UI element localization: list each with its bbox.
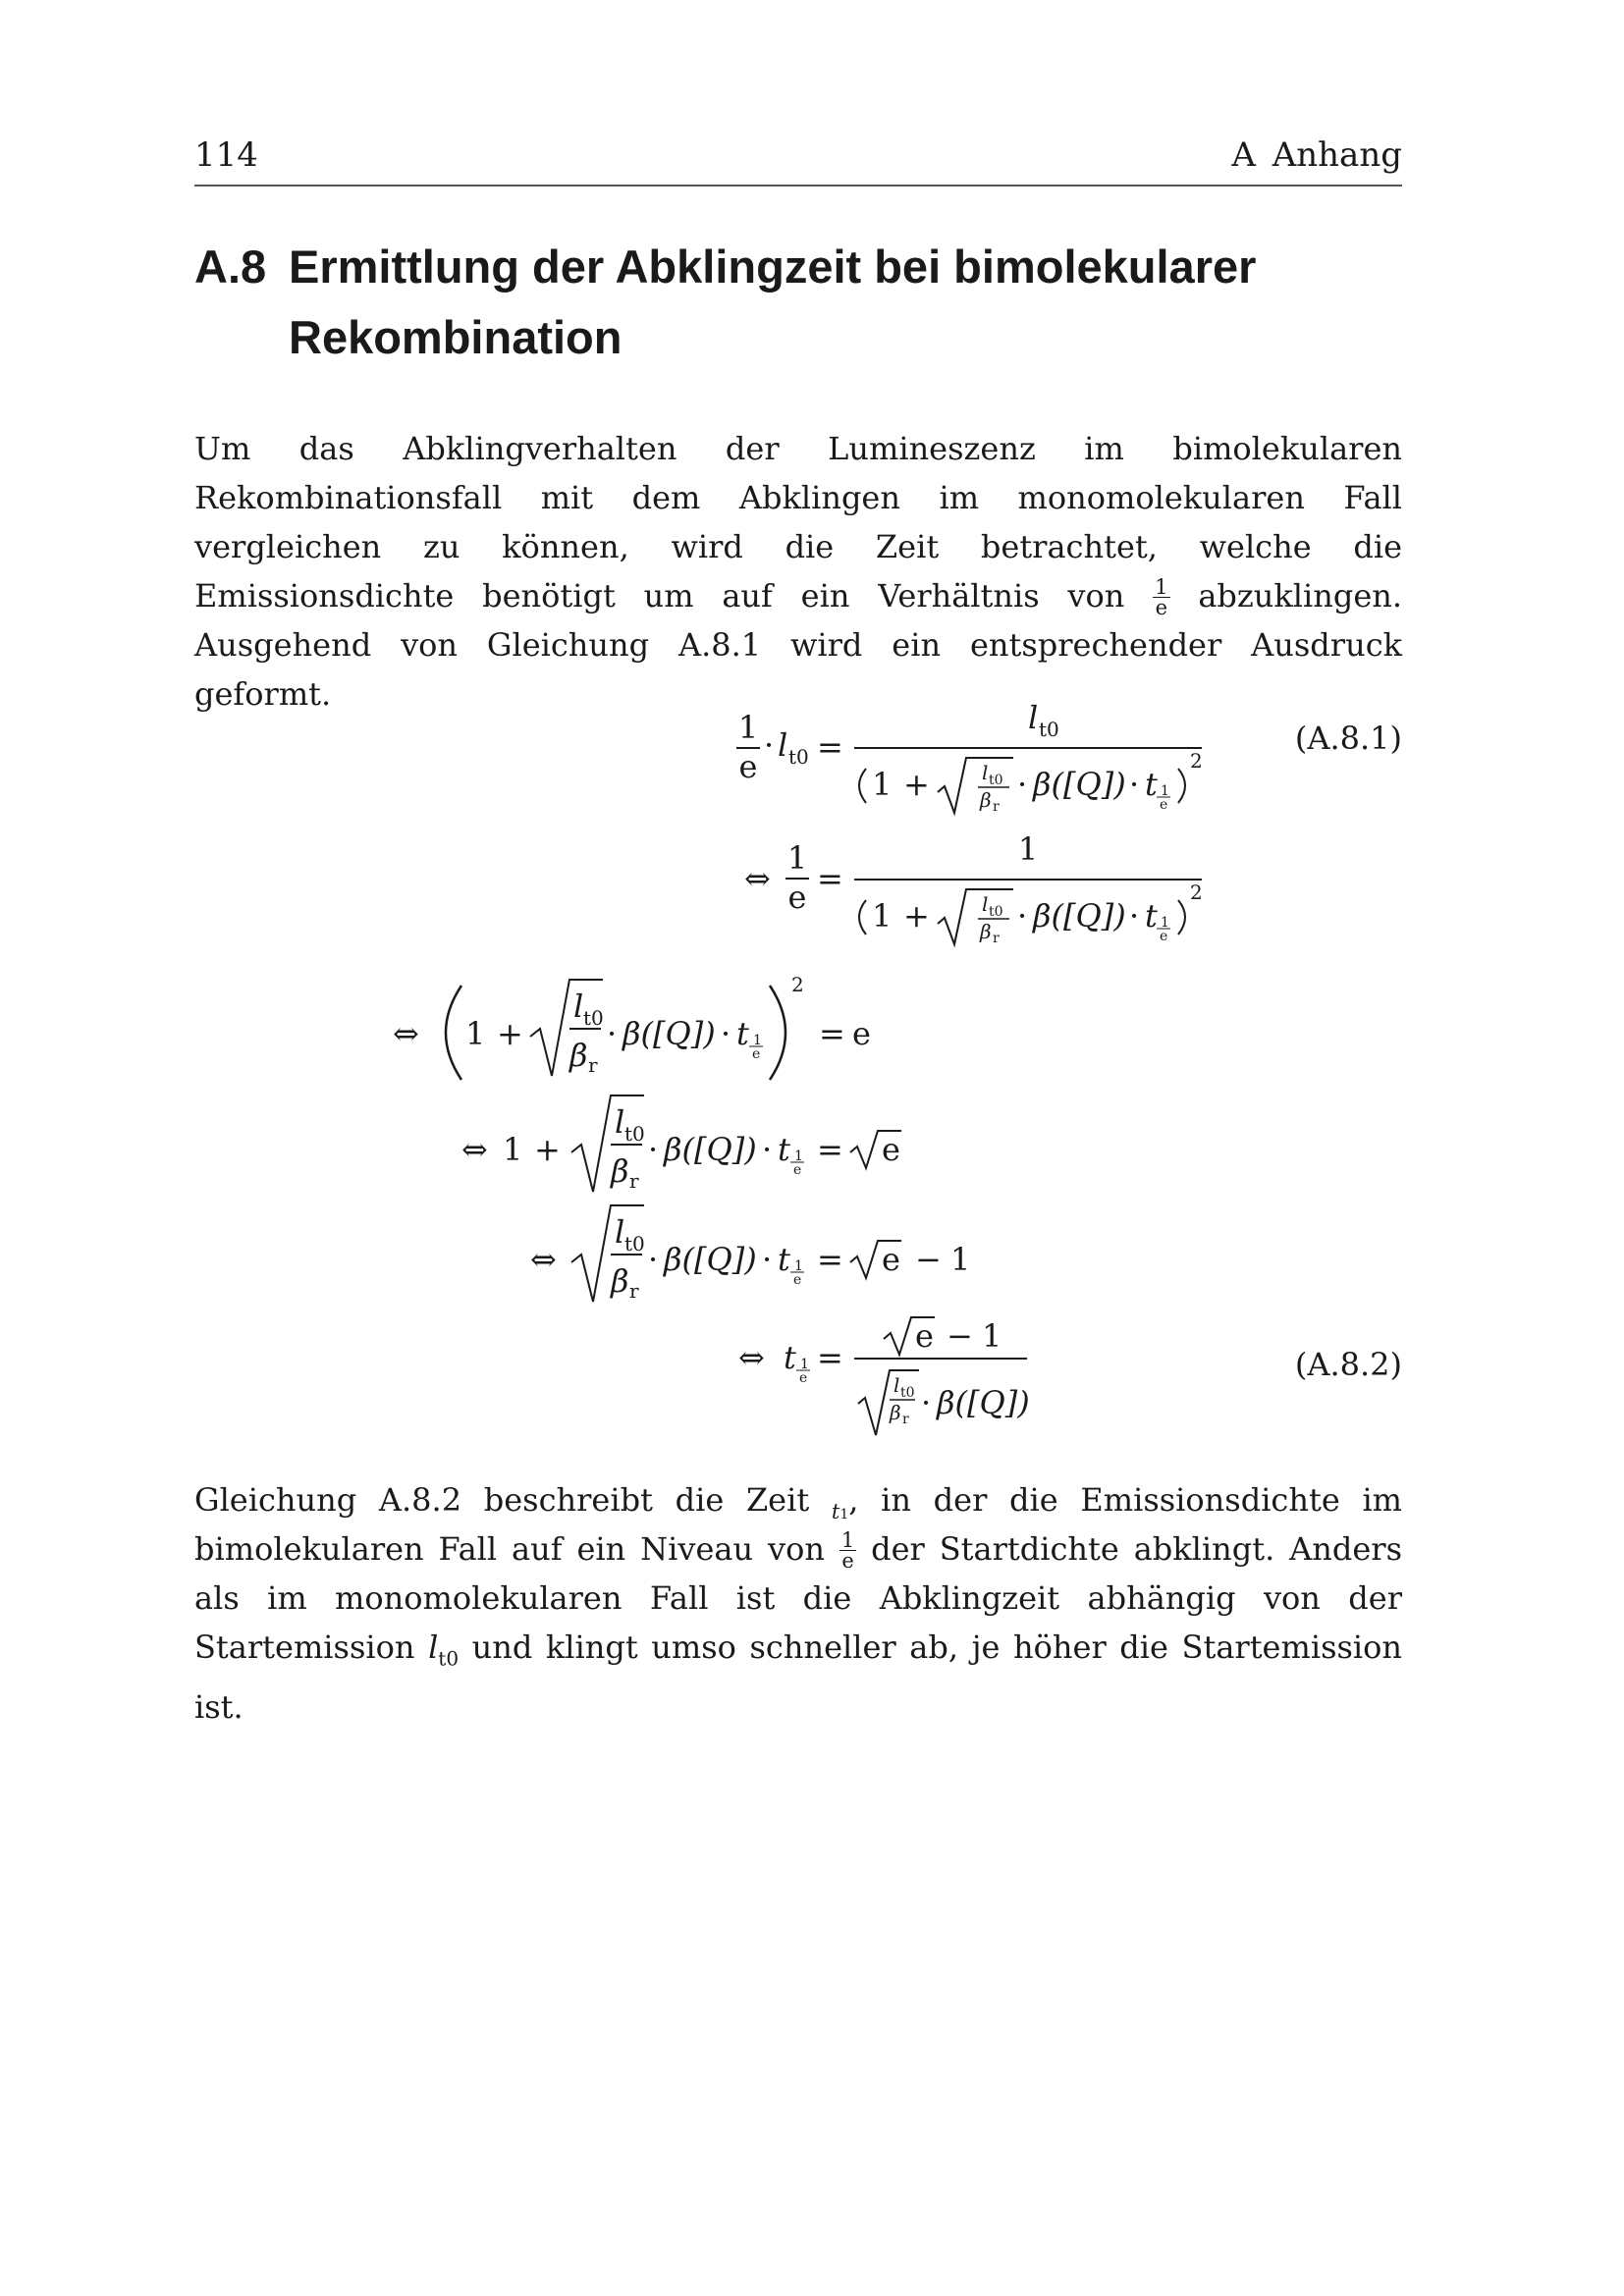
svg-text:⇔: ⇔ [461,1131,488,1168]
svg-text:β([Q]): β([Q]) [1033,897,1126,934]
svg-text:·: · [721,1015,731,1052]
svg-text:r: r [588,1053,598,1077]
svg-text:t: t [784,1339,796,1376]
svg-text:e: e [799,1370,808,1386]
section-heading [194,232,1412,373]
svg-text:2: 2 [1190,749,1203,773]
svg-text:2: 2 [791,973,804,996]
svg-text:·: · [762,1131,773,1168]
emission-subscript: t0 [438,1646,460,1671]
svg-text:1: 1 [1161,915,1169,931]
svg-text:=: = [817,1339,843,1376]
svg-text:e: e [793,1272,802,1288]
equation-label-a81: (A.8.1) [1294,720,1402,757]
svg-text:β: β [980,920,992,943]
svg-text:e: e [793,1162,802,1178]
emission-symbol: l [428,1629,439,1666]
page-number: 114 [194,135,258,175]
svg-text:=: = [817,1241,843,1278]
svg-text:1: 1 [982,1317,1002,1355]
svg-text:−: − [947,1317,973,1355]
svg-text:β([Q]): β([Q]) [1033,766,1126,803]
svg-text:·: · [1129,897,1140,934]
svg-text:⇔: ⇔ [393,1015,419,1052]
svg-text:1: 1 [794,1148,803,1164]
equation-line-6 [738,1317,1030,1435]
equation-labels [1295,720,1402,1383]
svg-text:1: 1 [800,1357,809,1372]
time-symbol: t1 [831,1500,849,1523]
svg-text:β: β [980,788,992,812]
svg-text:1: 1 [872,897,893,934]
svg-text:−: − [915,1241,942,1278]
svg-text:·: · [1017,897,1028,934]
equation-line-1 [736,699,1203,815]
svg-text:e: e [738,748,758,785]
svg-text:l: l [893,1373,900,1397]
equation-line-4 [461,1095,901,1193]
section-number: A.8 [194,240,267,293]
running-head: A Anhang [1231,135,1402,175]
fraction-numerator: 1 [1155,575,1168,599]
conclusion-text-1: Gleichung A.8.2 beschreibt die Zeit [194,1481,810,1519]
svg-text:·: · [1129,766,1140,803]
conclusion-text-4: und klingt umso schneller ab, je höher die Startemission ist. [194,1629,1403,1727]
svg-text:t0: t0 [624,1122,645,1146]
svg-text:t0: t0 [989,773,1003,788]
fraction-denominator: e [1155,596,1168,619]
svg-text:r: r [629,1279,639,1303]
intro-text: Um das Abklingverhalten der Lumineszenz im bimolekularen Rekombinationsfall mit dem Abklingen im monomolekularen Fall vergleichen zu können, wird die Zeit betrachtet, welche die Emissionsdichte benötigt um auf ein Verhältnis von [194,430,1402,614]
svg-text:r: r [993,931,1000,946]
svg-text:l: l [615,1213,625,1251]
svg-text:1: 1 [465,1015,486,1052]
svg-text:1: 1 [786,839,808,877]
svg-text:t0: t0 [989,904,1003,920]
equation-label-a82: (A.8.2) [1294,1346,1402,1383]
svg-text:·: · [648,1241,659,1278]
conclusion-paragraph [194,1475,1402,1732]
svg-text:β([Q]): β([Q]) [664,1131,757,1168]
equation-line-3 [393,973,871,1080]
intro-text-continued: abzuklingen. Ausgehend von Gleichung A.8.1 wird ein entsprechender Ausdruck geformt. [194,577,1403,713]
svg-text:t0: t0 [900,1385,915,1401]
svg-text:·: · [764,726,775,764]
svg-text:β: β [569,1037,588,1074]
svg-text:t: t [736,1015,749,1052]
svg-text:·: · [1017,766,1028,803]
svg-text:t: t [778,1131,790,1168]
page-header [194,133,1402,187]
svg-text:t: t [1145,897,1158,934]
svg-text:=: = [817,860,843,897]
svg-text:·: · [648,1131,659,1168]
svg-text:=: = [817,1131,843,1168]
svg-text:⇔: ⇔ [738,1339,765,1376]
svg-text:t0: t0 [624,1232,645,1255]
svg-text:=: = [819,1015,845,1052]
inline-fraction-2: $\frac{1}{e}$ [840,1528,855,1573]
svg-text:l: l [615,1103,625,1141]
svg-text:+: + [534,1131,561,1168]
inline-fraction [1153,577,1169,617]
svg-text:r: r [902,1412,909,1427]
svg-text:1: 1 [872,766,893,803]
svg-text:=: = [817,728,843,766]
conclusion-text-2: , in der die Emissionsdichte im bimolekularen Fall auf ein Niveau von [194,1481,1403,1568]
svg-text:e: e [1160,797,1168,813]
svg-text:l: l [982,761,989,784]
svg-text:⇔: ⇔ [530,1241,557,1278]
svg-text:+: + [903,897,930,934]
equation-line-2 [744,830,1203,946]
svg-text:t: t [778,1241,790,1278]
svg-text:l: l [1028,699,1039,736]
svg-text:β([Q]): β([Q]) [937,1384,1030,1421]
intro-paragraph [194,424,1402,719]
svg-text:1: 1 [1017,830,1039,868]
svg-text:+: + [903,766,930,803]
svg-text:β([Q]): β([Q]) [664,1241,757,1278]
section-title: Ermittlung der Abklingzeit bei bimolekularer Rekombination [289,240,1257,363]
svg-text:l: l [573,988,584,1025]
svg-text:·: · [607,1015,618,1052]
svg-text:β: β [611,1152,629,1190]
svg-text:l: l [982,892,989,916]
svg-text:r: r [993,799,1000,815]
svg-text:e: e [915,1317,934,1355]
svg-text:β: β [890,1401,901,1424]
svg-text:e: e [882,1131,900,1168]
svg-text:r: r [629,1169,639,1193]
svg-text:β([Q]): β([Q]) [623,1015,716,1052]
svg-text:1: 1 [753,1033,762,1048]
svg-text:1: 1 [737,709,759,746]
svg-text:l: l [778,726,788,764]
svg-text:e: e [1160,929,1168,944]
svg-text:t: t [1145,766,1158,803]
svg-text:2: 2 [1190,881,1203,904]
svg-text:+: + [497,1015,523,1052]
svg-text:⇔: ⇔ [744,860,771,897]
svg-text:·: · [921,1384,932,1421]
svg-text:e: e [752,1046,761,1062]
svg-text:1: 1 [794,1258,803,1274]
svg-text:e: e [787,879,807,916]
svg-text:t0: t0 [1039,718,1059,741]
svg-text:·: · [762,1241,773,1278]
svg-text:1: 1 [950,1241,971,1278]
svg-text:t0: t0 [583,1006,604,1030]
svg-text:1: 1 [1161,783,1169,799]
equation-block [0,687,1624,1453]
svg-text:e: e [852,1015,871,1052]
svg-text:t0: t0 [788,745,809,769]
svg-text:1: 1 [503,1131,523,1168]
svg-text:β: β [611,1262,629,1300]
equation-line-5 [530,1205,970,1303]
conclusion-text-3: der Startdichte abklingt. Anders als im monomolekularen Fall ist die Abklingzeit abhängig von der Startemission [194,1530,1403,1666]
svg-text:e: e [882,1241,900,1278]
